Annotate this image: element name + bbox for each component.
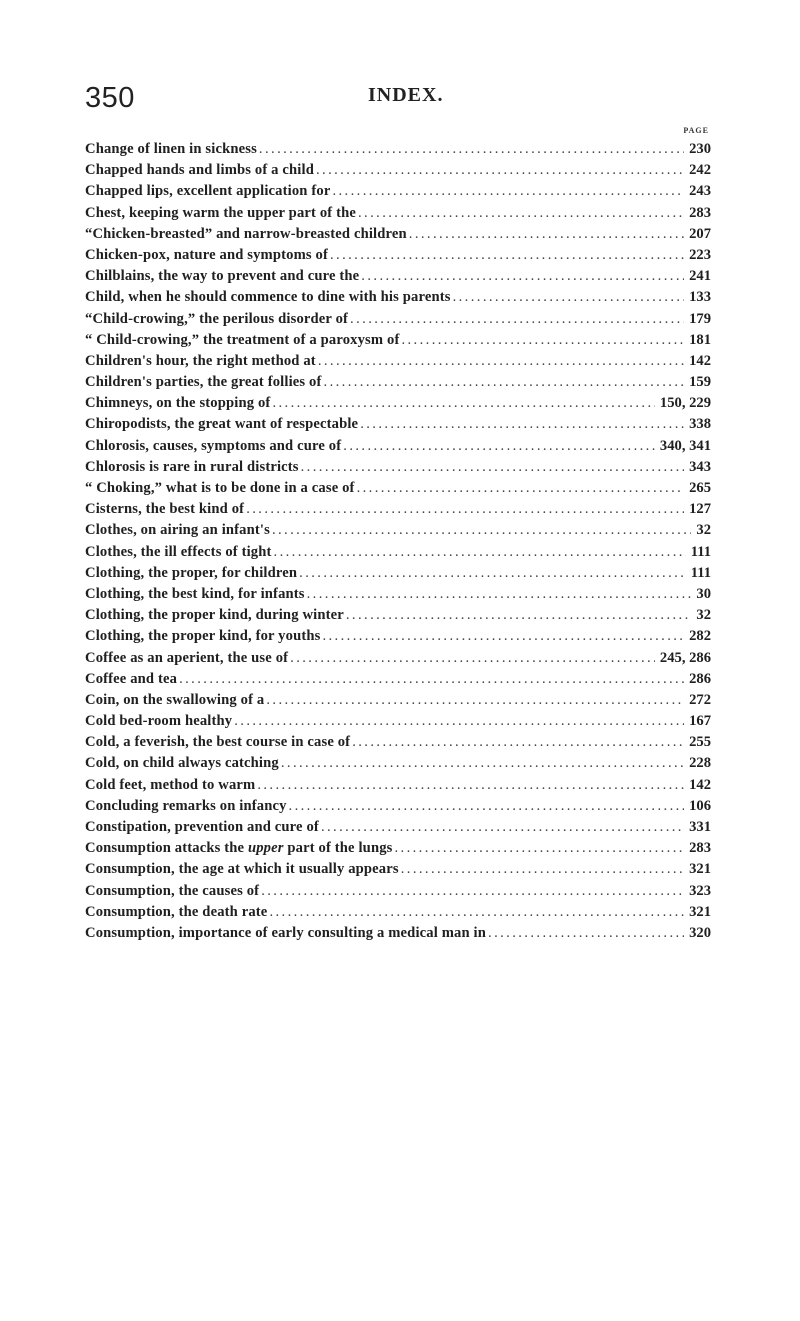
entry-page: 142 [689, 352, 711, 369]
index-entry [85, 247, 711, 268]
index-entry [85, 480, 711, 501]
entry-term: “ Child-crowing,” the treatment of a paroxysm of [85, 331, 400, 348]
entry-page: 283 [689, 204, 711, 221]
entry-term-start: Consumption attacks the [85, 840, 248, 857]
entry-term: Consumption, the death rate [85, 903, 268, 920]
entry-page: 343 [689, 458, 711, 475]
dot-leader [281, 755, 684, 772]
entry-page: 321 [689, 903, 711, 920]
entry-term: Concluding remarks on infancy [85, 797, 287, 814]
index-entry [85, 755, 711, 776]
index-entry [85, 586, 711, 607]
entry-page: 272 [689, 691, 711, 708]
entry-term: Chapped hands and limbs of a child [85, 162, 314, 179]
entry-term: Change of linen in sickness [85, 141, 257, 157]
entry-page: 223 [689, 246, 711, 263]
entry-page: 255 [689, 734, 711, 751]
index-entry [85, 692, 711, 713]
index-entry [85, 374, 711, 395]
dot-leader [301, 459, 684, 476]
entry-page: 241 [689, 268, 711, 285]
dot-leader [321, 819, 684, 836]
entry-term: Clothing, the proper kind, for youths [85, 628, 321, 645]
entry-page: 245, 286 [659, 649, 711, 666]
dot-leader [274, 544, 686, 561]
index-entry [85, 883, 711, 904]
entry-term: Clothes, the ill effects of tight [85, 543, 272, 560]
entry-term-italic: upper [247, 840, 284, 857]
entry-term: Constipation, prevention and cure of [85, 819, 319, 835]
entry-term: Clothes, on airing an infant's [85, 522, 270, 539]
entry-term: Chicken-pox, nature and symptoms of [85, 246, 328, 263]
entry-page: 283 [689, 840, 711, 857]
dot-leader [358, 205, 684, 222]
index-entry [85, 734, 711, 755]
entry-page: 32 [696, 607, 711, 624]
entry-term: “ Choking,” what is to be done in a case of [85, 480, 355, 496]
dot-leader [261, 883, 684, 900]
index-entry [85, 861, 711, 882]
entry-page: 181 [689, 331, 711, 348]
entry-page: 127 [689, 501, 711, 518]
entry-page: 179 [689, 310, 711, 327]
entry-page: 338 [689, 416, 711, 433]
index-entry [85, 671, 711, 692]
entry-page: 111 [690, 564, 711, 581]
entry-term: Chest, keeping warm the upper part of the [85, 204, 356, 221]
entry-term: Cold, on child always catching [85, 755, 279, 772]
index-entry [85, 819, 711, 840]
entry-term: Coin, on the swallowing of a [85, 691, 265, 708]
entry-page: 321 [689, 861, 711, 878]
entry-term: Clothing, the proper, for children [85, 564, 298, 581]
entry-term [85, 840, 392, 857]
index-entry-list [85, 141, 711, 946]
index-entry [85, 607, 711, 628]
entry-page: 133 [689, 289, 711, 306]
entry-term: Chlorosis, causes, symptoms and cure of [85, 437, 342, 454]
entry-page: 106 [689, 797, 711, 814]
dot-leader [246, 501, 684, 518]
dot-leader [299, 565, 686, 582]
dot-leader [289, 798, 685, 815]
index-entry [85, 438, 711, 459]
entry-page: 282 [689, 628, 711, 645]
dot-leader [332, 183, 684, 200]
entry-term: Chiropodists, the great want of respectable [85, 416, 359, 433]
index-entry [85, 650, 711, 671]
entry-page: 331 [689, 819, 711, 835]
index-entry [85, 162, 711, 183]
index-entry [85, 416, 711, 437]
dot-leader [352, 734, 684, 751]
entry-term: Chimneys, on the stopping of [85, 395, 271, 412]
dot-leader [269, 904, 684, 921]
dot-leader [343, 438, 655, 455]
dot-leader [453, 289, 685, 306]
dot-leader [322, 628, 684, 645]
dot-leader [234, 713, 684, 730]
entry-page: 159 [689, 374, 711, 391]
index-entry [85, 289, 711, 310]
index-entry [85, 628, 711, 649]
dot-leader [179, 671, 684, 688]
index-entry [85, 777, 711, 798]
dot-leader [257, 777, 684, 794]
dot-leader [346, 607, 692, 624]
dot-leader [266, 692, 684, 709]
entry-term: Children's parties, the great follies of [85, 374, 322, 391]
dot-leader [272, 395, 654, 412]
entry-term: “Chicken-breasted” and narrow-breasted children [85, 225, 407, 242]
index-entry [85, 925, 711, 946]
entry-page: 230 [689, 141, 711, 157]
entry-term: Coffee and tea [85, 670, 178, 687]
entry-page: 320 [689, 924, 711, 941]
index-entry [85, 395, 711, 416]
entry-term: Chlorosis is rare in rural districts [85, 458, 299, 475]
dot-leader [394, 840, 684, 857]
entry-term: “Child-crowing,” the perilous disorder of [85, 310, 349, 327]
index-entry [85, 904, 711, 925]
entry-term: Consumption, the age at which it usually appears [85, 861, 399, 878]
index-entry [85, 798, 711, 819]
index-entry [85, 544, 711, 565]
index-entry [85, 183, 711, 204]
entry-page: 242 [689, 162, 711, 179]
dot-leader [357, 480, 685, 497]
entry-term: Children's hour, the right method at [85, 352, 316, 369]
index-entry [85, 522, 711, 543]
entry-page: 286 [689, 670, 711, 687]
entry-page: 340, 341 [659, 437, 711, 454]
entry-page: 323 [689, 882, 711, 899]
index-entry [85, 226, 711, 247]
entry-term: Chapped lips, excellent application for [85, 183, 331, 200]
entry-term: Coffee as an aperient, the use of [85, 649, 289, 666]
dot-leader [401, 861, 684, 878]
entry-term-end: part of the lungs [283, 840, 393, 857]
entry-page: 265 [689, 480, 711, 496]
index-entry [85, 353, 711, 374]
entry-term: Child, when he should commence to dine with his parents [85, 289, 451, 306]
index-entry [85, 332, 711, 353]
dot-leader [318, 353, 684, 370]
dot-leader [316, 162, 684, 179]
entry-page: 32 [696, 522, 711, 539]
entry-term: Clothing, the best kind, for infants [85, 585, 305, 602]
entry-term: Cold, a feverish, the best course in case of [85, 734, 351, 751]
dot-leader [272, 522, 691, 539]
entry-page: 150, 229 [659, 395, 711, 412]
page-number: 350 [85, 82, 135, 114]
dot-leader [488, 925, 684, 942]
dot-leader [307, 586, 692, 603]
entry-term: Cold bed-room healthy [85, 713, 233, 730]
dot-leader [361, 268, 684, 285]
entry-page: 228 [689, 755, 711, 772]
index-entry [85, 205, 711, 226]
index-entry [85, 565, 711, 586]
dot-leader [350, 311, 684, 328]
entry-term: Chilblains, the way to prevent and cure the [85, 268, 360, 285]
entry-page: 243 [689, 183, 711, 200]
dot-leader [330, 247, 684, 264]
dot-leader [259, 141, 684, 158]
entry-term: Consumption, the causes of [85, 882, 260, 899]
index-entry [85, 268, 711, 289]
entry-term: Clothing, the proper kind, during winter [85, 607, 344, 624]
index-entry [85, 713, 711, 734]
dot-leader [401, 332, 684, 349]
index-entry [85, 840, 711, 861]
entry-term: Cold feet, method to warm [85, 776, 256, 793]
index-entry [85, 459, 711, 480]
dot-leader [360, 416, 684, 433]
entry-page: 167 [689, 713, 711, 730]
index-entry [85, 501, 711, 522]
entry-term: Consumption, importance of early consulting a medical man in [85, 924, 487, 941]
index-entry [85, 311, 711, 332]
dot-leader [324, 374, 685, 391]
entry-term: Cisterns, the best kind of [85, 501, 245, 518]
entry-page: 142 [689, 776, 711, 793]
entry-page: 207 [689, 225, 711, 242]
page-column-label: PAGE [683, 126, 709, 135]
entry-page: 111 [690, 543, 711, 560]
entry-page: 30 [696, 585, 711, 602]
dot-leader [290, 650, 655, 667]
index-entry [85, 141, 711, 162]
running-title: INDEX. [368, 84, 444, 106]
dot-leader [409, 226, 684, 243]
